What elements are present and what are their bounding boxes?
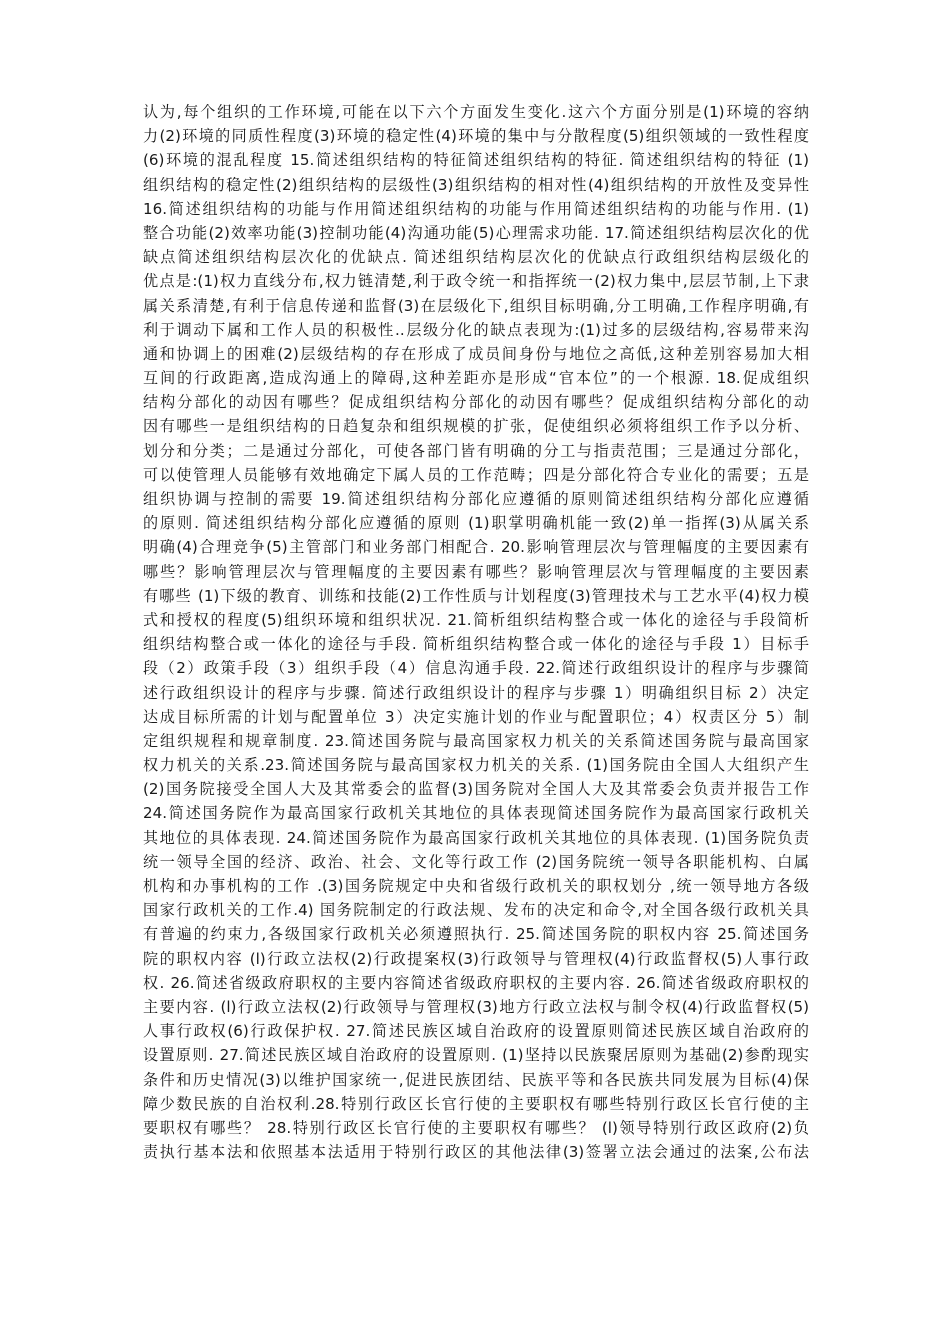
text-line: 的原则. 简述组织结构分部化应遵循的原则 (1)职掌明确机能一致(2)单一指挥(3)从属关系 [143,514,809,533]
text-line: 认为,每个组织的工作环境,可能在以下六个方面发生变化.这六个方面分别是(1)环境的容纳 [143,103,809,121]
text-line: 缺点简述组织结构层次化的优缺点. 简述组织结构层次化的优缺点行政组织结构层级化的 [143,248,809,267]
text-line: 利于调动下属和工作人员的积极性..层级分化的缺点表现为:(1)过多的层级结构,容易带来沟 [143,320,809,339]
text-line: 结构分部化的动因有哪些？促成组织结构分部化的动因有哪些？促成组织结构分部化的动 [143,393,809,412]
text-line: 组织结构整合或一体化的途径与手段. 简析组织结构整合或一体化的途径与手段 1）目标手 [143,635,809,654]
text-line: 优点是:(1)权力直线分布,权力链清楚,利于政令统一和指挥统一(2)权力集中,层层节制,上下隶 [143,272,809,291]
text-line: 主要内容. (l)行政立法权(2)行政领导与管理权(3)地方行政立法权与制令权(4)行政监督权(5) [143,997,809,1016]
text-line: 式和授权的程度(5)组织环境和组织状况. 21.简析组织结构整合或一体化的途径与手段简析 [143,610,809,629]
text-line: 属关系清楚,有利于信息传递和监督(3)在层级化下,组织目标明确,分工明确,工作程序明确,有 [143,296,809,315]
document-page [143,100,809,1164]
text-line: 述行政组织设计的程序与步骤. 简述行政组织设计的程序与步骤 1）明确组织目标 2）决定 [143,683,809,702]
text-line: 机构和办事机构的工作 .(3)国务院规定中央和省级行政机关的职权划分 ,统一领导地方各级 [143,877,809,895]
text-line: 段（2）政策手段（3）组织手段（4）信息沟通手段. 22.简述行政组织设计的程序与步骤简 [143,659,809,678]
text-line: 组织协调与控制的需要 19.简述组织结构分部化应遵循的原则简述组织结构分部化应遵循 [143,490,809,508]
text-line: 通和协调上的困难(2)层级结构的存在形成了成员间身份与地位之高低,这种差别容易加大相 [143,344,809,363]
text-line: 力(2)环境的同质性程度(3)环境的稳定性(4)环境的集中与分散程度(5)组织领域的一致性程度 [143,127,809,146]
text-line: 要职权有哪些？ 28.特别行政区长官行使的主要职权有哪些？ (l)领导特别行政区政府(2)负 [143,1118,809,1137]
text-line: 有哪些 (1)下级的教育、训练和技能(2)工作性质与计划程度(3)管理技术与工艺水平(4)权力模 [143,586,809,605]
text-line: 人事行政权(6)行政保护权. 27.简述民族区域自治政府的设置原则简述民族区域自治政府的 [143,1022,809,1041]
text-line: 权. 26.简述省级政府职权的主要内容简述省级政府职权的主要内容. 26.简述省级政府职权的 [143,973,809,992]
text-line: 整合功能(2)效率功能(3)控制功能(4)沟通功能(5)心理需求功能. 17.简述组织结构层次化的优 [143,223,809,242]
text-line: 统一领导全国的经济、政治、社会、文化等行政工作 (2)国务院统一领导各职能机构、白属 [143,852,809,871]
text-line: 达成目标所需的计划与配置单位 3）决定实施计划的作业与配置职位；4）权责区分 5）制 [143,707,809,726]
text-line: 互间的行政距离,造成沟通上的障碍,这种差距亦是形成“官本位”的一个根源. 18.促成组织 [143,369,809,388]
text-line: 权力机关的关系.23.简述国务院与最高国家权力机关的关系. (1)国务院由全国人大组织产生 [143,756,809,775]
text-line: 责执行基本法和依照基本法适用于特别行政区的其他法律(3)签署立法会通过的法案,公布法 [143,1143,809,1162]
text-line: 障少数民族的自治权利.28.特别行政区长官行使的主要职权有哪些特别行政区长官行使的主 [143,1094,809,1113]
text-line: 定组织规程和规章制度. 23.简述国务院与最高国家权力机关的关系简述国务院与最高国家 [143,731,809,750]
text-line: 条件和历史情况(3)以维护国家统一,促进民族团结、民族平等和各民族共同发展为目标(4)保 [143,1070,809,1089]
text-line: 国家行政机关的工作.4) 国务院制定的行政法规、发布的决定和命令,对全国各级行政机关具 [143,901,809,920]
text-line: 哪些？影响管理层次与管理幅度的主要因素有哪些？影响管理层次与管理幅度的主要因素 [143,562,809,581]
text-line: 设置原则. 27.简述民族区域自治政府的设置原则. (1)坚持以民族聚居原则为基础(2)参酌现实 [143,1046,809,1065]
text-line: 24.简述国务院作为最高国家行政机关其地位的具体表现简述国务院作为最高国家行政机关 [143,804,809,823]
text-line: 可以使管理人员能够有效地确定下属人员的工作范畴；四是分部化符合专业化的需要；五是 [143,465,809,484]
text-line: 16.简述组织结构的功能与作用简述组织结构的功能与作用简述组织结构的功能与作用. (1) [143,199,809,218]
text-line: 有普遍的约束力,各级国家行政机关必须遵照执行. 25.简述国务院的职权内容 25.简述国务 [143,925,809,944]
text-line: (2)国务院接受全国人大及其常委会的监督(3)国务院对全国人大及其常委会负责并报告工作 [143,780,809,799]
text-line: 其地位的具体表现. 24.简述国务院作为最高国家行政机关其地位的具体表现. (1)国务院负责 [143,828,809,847]
text-line: 因有哪些一是组织结构的日趋复杂和组织规模的扩张，促使组织必须将组织工作予以分析、 [143,417,809,436]
text-line: (6)环境的混乱程度 15.简述组织结构的特征简述组织结构的特征. 简述组织结构的特征 (1) [143,151,809,170]
text-line: 组织结构的稳定性(2)组织结构的层级性(3)组织结构的相对性(4)组织结构的开放性及变异性 [143,175,809,194]
text-line: 明确(4)合理竞争(5)主管部门和业务部门相配合. 20.影响管理层次与管理幅度的主要因素有 [143,538,809,557]
text-line: 院的职权内容 (l)行政立法权(2)行政提案权(3)行政领导与管理权(4)行政监督权(5)人事行政 [143,949,809,968]
text-line: 划分和分类；二是通过分部化，可使各部门皆有明确的分工与指责范围；三是通过分部化， [143,441,809,460]
